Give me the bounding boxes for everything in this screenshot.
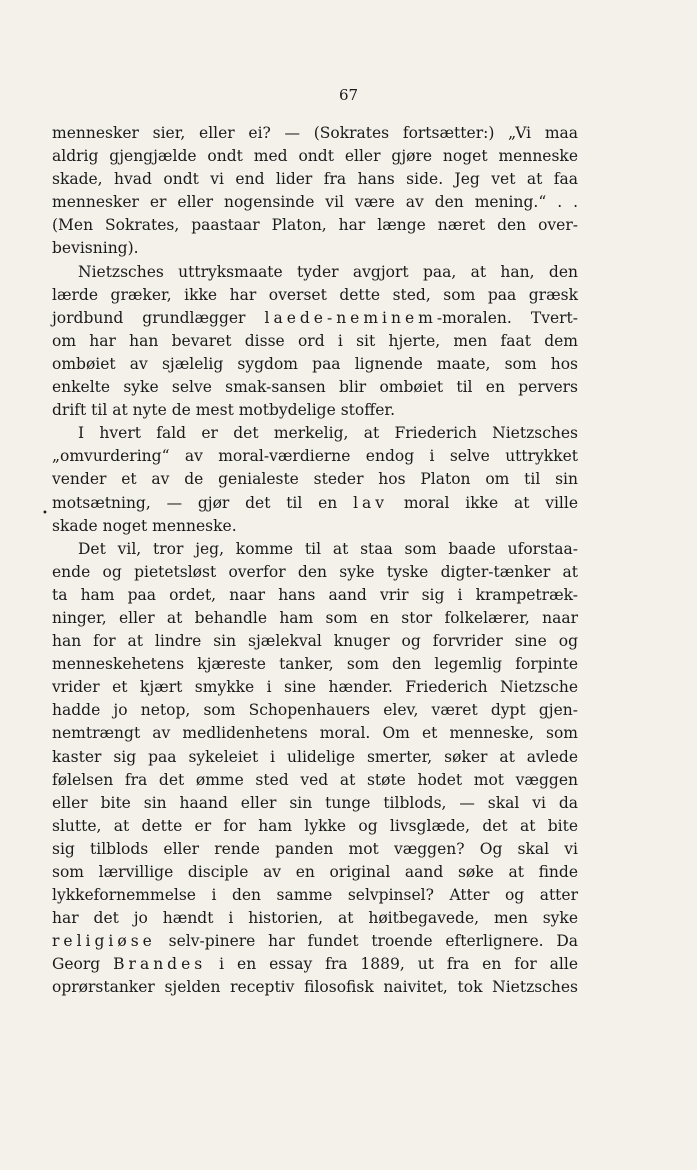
text-line: hadde jo netop, som Schopenhauers elev, været dypt gjen-	[52, 701, 578, 720]
text-line: Georg Brandes i en essay fra 1889, ut fra en for alle	[52, 955, 578, 974]
text-line: vrider et kjært smykke i sine hænder. Friederich Nietzsche	[52, 678, 578, 697]
text-line: ta ham paa ordet, naar hans aand vrir sig i krampetræk-	[52, 585, 578, 604]
margin-mark: •	[42, 508, 48, 519]
text-line: ombøiet av sjælelig sygdom paa lignende maate, som hos	[52, 354, 578, 373]
text-line: bevisning).	[52, 239, 139, 258]
text-line: ninger, eller at behandle ham som en stor folkelærer, naar	[52, 608, 578, 627]
text-line: Det vil, tror jeg, komme til at staa som baade uforstaa-	[78, 539, 578, 558]
text-line: slutte, at dette er for ham lykke og livsglæde, det at bite	[52, 816, 578, 835]
text-line: „omvurdering“ av moral-værdierne endog i selve uttrykket	[52, 447, 578, 466]
text-line: vender et av de genialeste steder hos Platon om til sin	[52, 470, 578, 489]
text-line: om har han bevaret disse ord i sit hjerte, men faat dem	[52, 331, 578, 350]
text-line: som lærvillige disciple av en original aand søke at finde	[52, 863, 578, 881]
page-number: 67	[338, 86, 359, 104]
text-line: I hvert fald er det merkelig, at Friederich Nietzsches	[78, 424, 578, 443]
text-line: ende og pietetsløst overfor den syke tyske digter-tænker at	[52, 562, 578, 581]
text-line: har det jo hændt i historien, at høitbegavede, men syke	[52, 909, 578, 928]
text-line: oprørstanker sjelden receptiv filosofisk naivitet, tok Nietzsches	[52, 978, 578, 997]
text-line: skade noget menneske.	[52, 516, 237, 535]
text-line: religiøse selv-pinere har fundet troende efterlignere. Da	[52, 932, 578, 951]
text-line: Nietzsches uttryksmaate tyder avgjort paa, at han, den	[78, 262, 578, 281]
text-line: lykkefornemmelse i den samme selvpinsel? Atter og atter	[52, 886, 578, 905]
text-line: kaster sig paa sykeleiet i ulidelige smerter, søker at avlede	[52, 747, 578, 766]
text-line: følelsen fra det ømme sted ved at støte hodet mot væggen	[52, 770, 578, 789]
text-line: sig tilblods eller rende panden mot væggen? Og skal vi	[52, 839, 578, 858]
body-text	[52, 122, 578, 1000]
text-line: menneskehetens kjæreste tanker, som den legemlig forpinte	[52, 655, 578, 674]
text-line: mennesker sier, eller ei? — (Sokrates fortsætter:) „Vi maa	[52, 124, 578, 142]
text-line: nemtrængt av medlidenhetens moral. Om et menneske, som	[52, 724, 578, 743]
text-line: lærde græker, ikke har overset dette sted, som paa græsk	[52, 285, 578, 304]
text-line: drift til at nyte de mest motbydelige stoffer.	[52, 401, 396, 420]
text-line: han for at lindre sin sjælekval knuger og forvrider sine og	[52, 632, 578, 651]
text-line: (Men Sokrates, paastaar Platon, har længe næret den over-	[52, 216, 578, 235]
text-line: aldrig gjengjælde ondt med ondt eller gjøre noget menneske	[52, 147, 578, 166]
text-line: mennesker er eller nogensinde vil være av den mening.“ . .	[52, 193, 578, 212]
text-line: skade, hvad ondt vi end lider fra hans side. Jeg vet at faa	[52, 170, 578, 189]
text-line: eller bite sin haand eller sin tunge tilblods, — skal vi da	[52, 793, 578, 812]
text-line: enkelte syke selve smak-sansen blir ombøiet til en pervers	[52, 378, 578, 397]
text-line: motsætning, — gjør det til en lav moral ikke at ville	[52, 493, 579, 512]
text-line: jordbund grundlægger laede-neminem-moralen. Tvert-	[52, 308, 578, 327]
